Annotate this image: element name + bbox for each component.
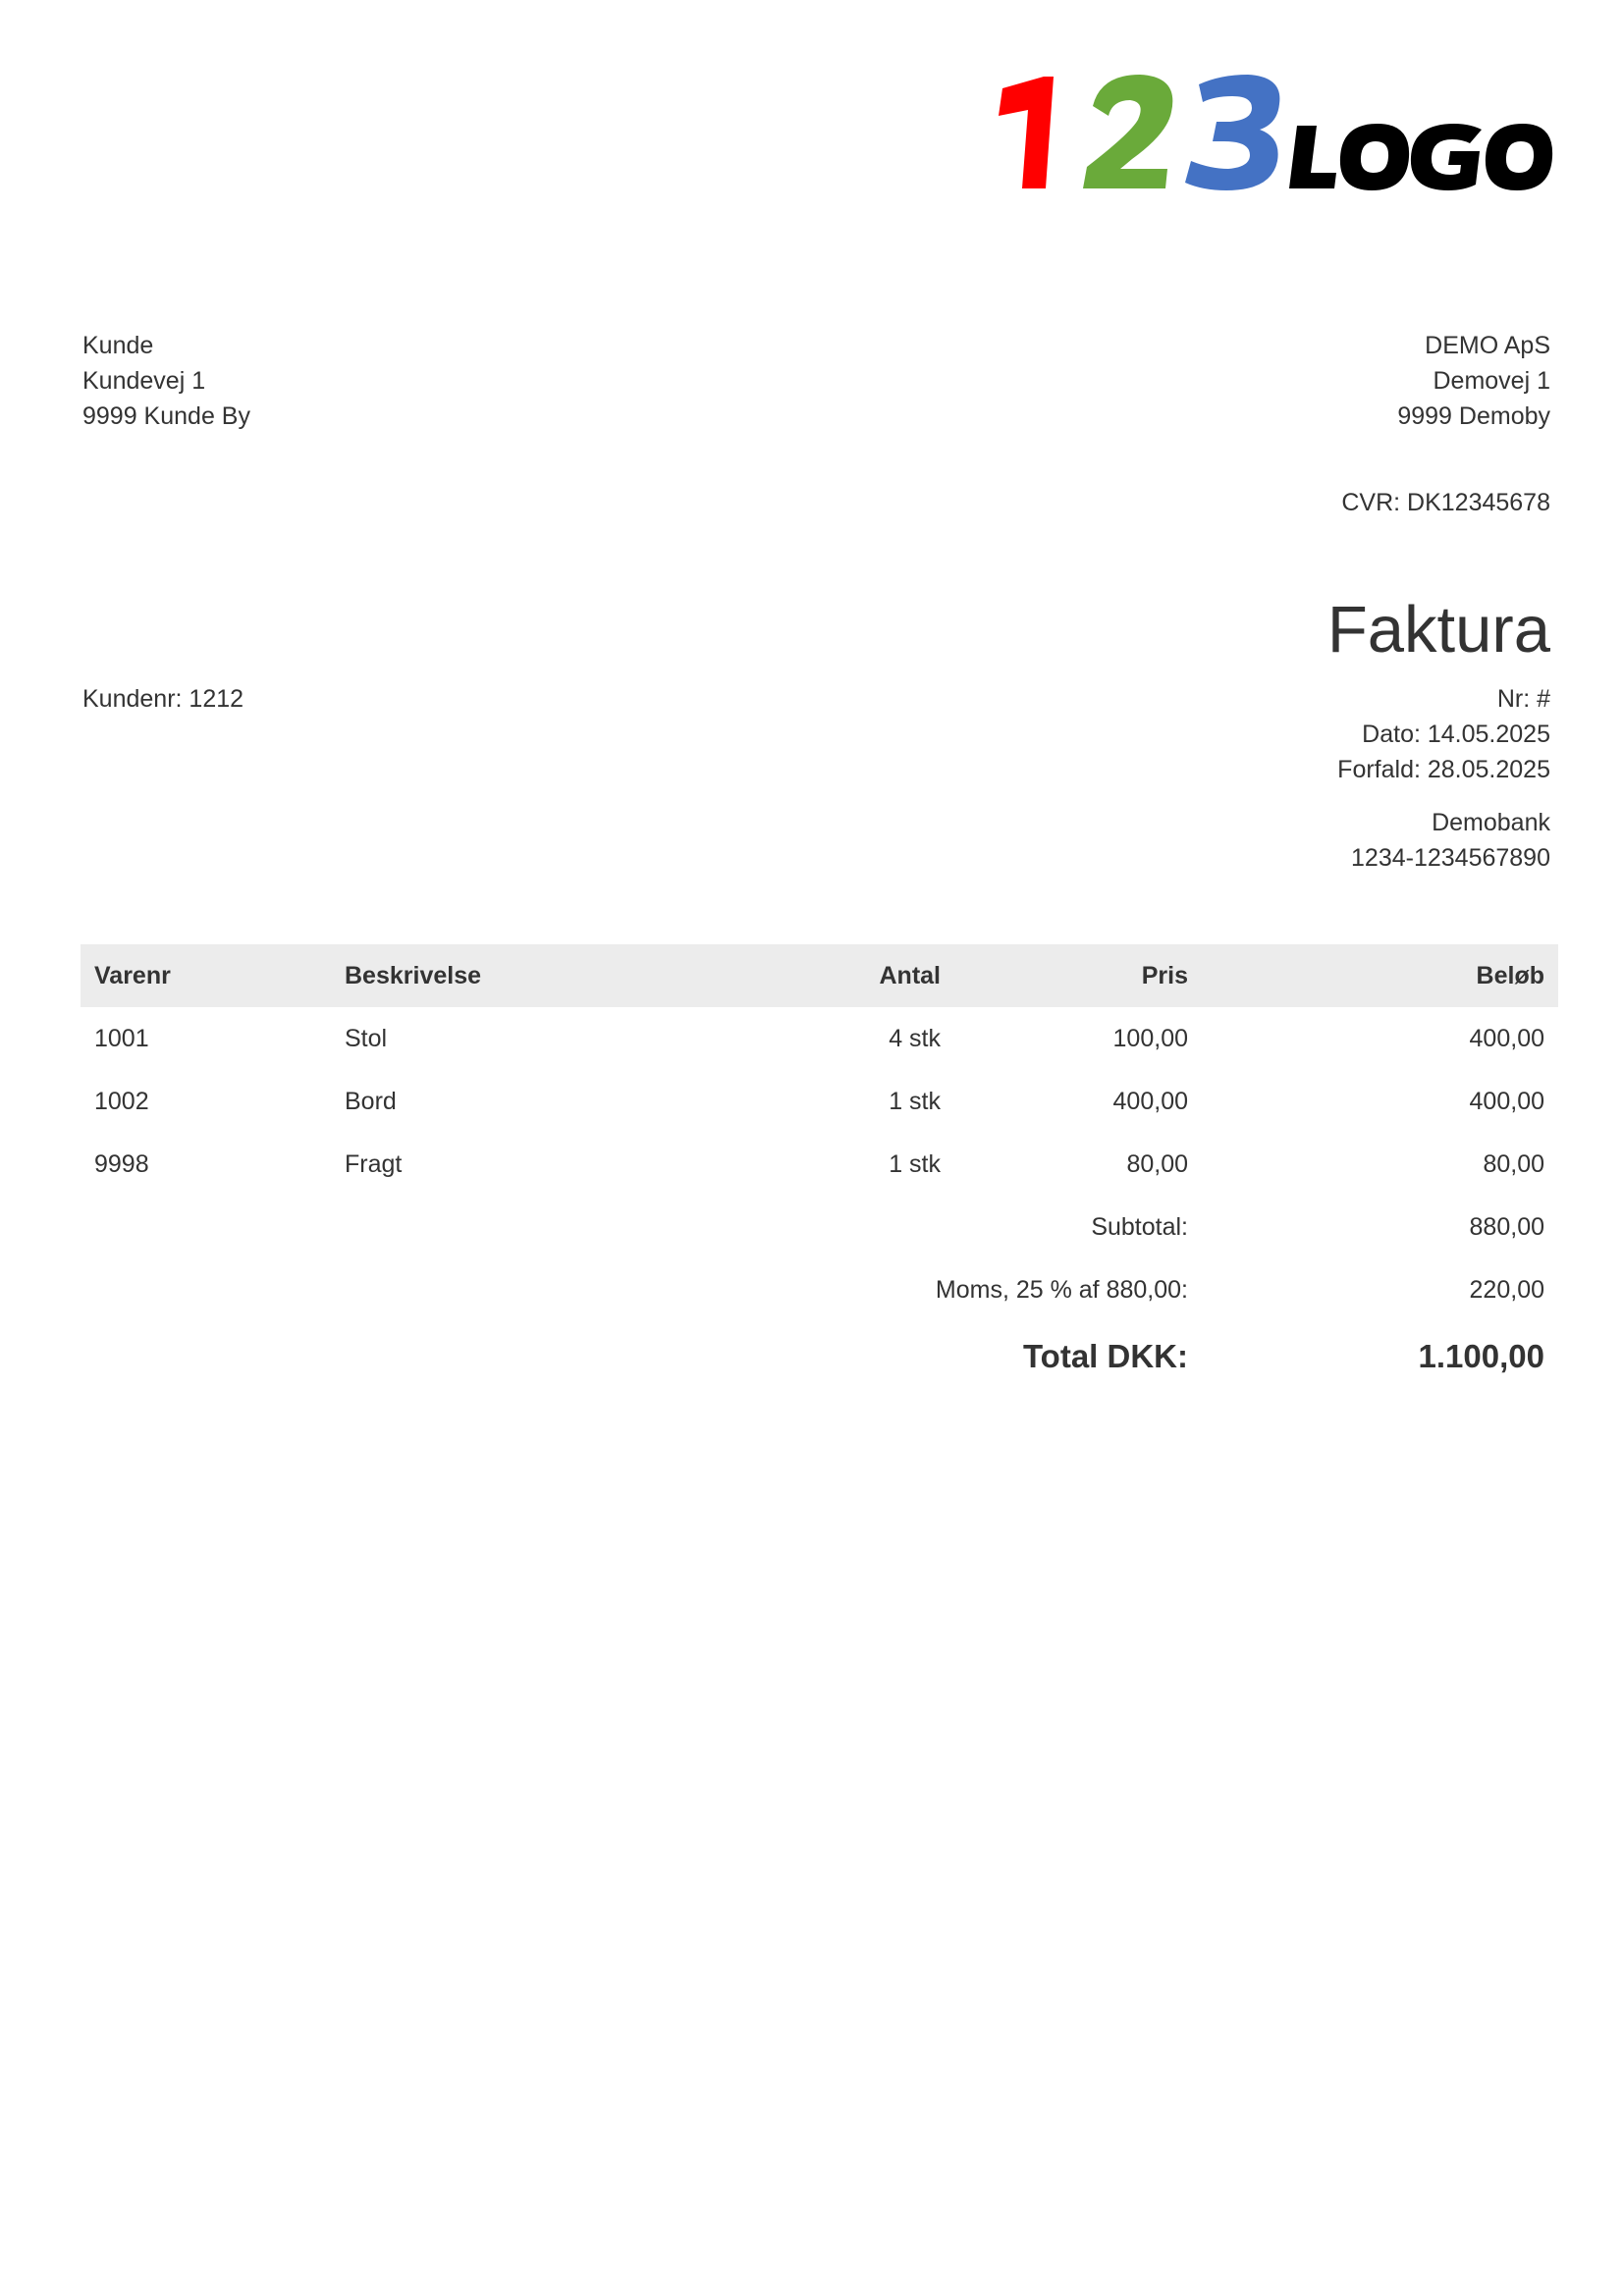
company-logo	[985, 69, 1554, 201]
cell-pris: 100,00	[1112, 1025, 1188, 1052]
cell-beskrivelse: Fragt	[345, 1150, 403, 1178]
vat-row	[81, 1258, 1558, 1321]
cell-pris: 80,00	[1126, 1150, 1188, 1178]
header-pris: Pris	[954, 944, 1202, 1007]
vat-value: 220,00	[1469, 1276, 1544, 1304]
subtotal-label: Subtotal:	[1091, 1213, 1188, 1241]
bank-name: Demobank	[1432, 809, 1550, 836]
logo-digit-three	[1185, 75, 1279, 190]
sender-cvr: CVR: DK12345678	[1341, 489, 1550, 516]
customer-street: Kundevej 1	[82, 367, 206, 395]
bank-account: 1234-1234567890	[1351, 844, 1550, 872]
sender-address	[1397, 328, 1550, 434]
cell-beloeb: 400,00	[1469, 1088, 1544, 1115]
logo-graphic	[985, 69, 1554, 201]
header-varenr: Varenr	[81, 944, 331, 1007]
total-row	[81, 1321, 1558, 1392]
invoice-meta	[1337, 681, 1550, 787]
table-header-row	[81, 944, 1558, 1007]
logo-digit-one	[999, 77, 1054, 188]
total-value: 1.100,00	[1418, 1338, 1544, 1374]
cell-varenr: 1002	[94, 1088, 149, 1115]
table-row	[81, 1133, 1558, 1196]
customer-number: Kundenr: 1212	[82, 685, 244, 713]
table-row	[81, 1070, 1558, 1133]
sender-street: Demovej 1	[1433, 367, 1550, 395]
vat-label: Moms, 25 % af 880,00:	[935, 1276, 1188, 1304]
subtotal-row	[81, 1196, 1558, 1258]
subtotal-value: 880,00	[1469, 1213, 1544, 1241]
invoice-date: Dato: 14.05.2025	[1362, 721, 1550, 748]
invoice-number: Nr: #	[1496, 685, 1550, 713]
cell-beskrivelse: Stol	[345, 1025, 388, 1052]
cell-antal: 4 stk	[889, 1025, 941, 1052]
cell-beloeb: 80,00	[1483, 1150, 1544, 1178]
header-antal: Antal	[717, 944, 954, 1007]
logo-digit-two	[1083, 75, 1172, 188]
invoice-due-date: Forfald: 28.05.2025	[1337, 756, 1550, 783]
line-items-table	[81, 944, 1558, 1392]
total-label: Total DKK:	[1022, 1338, 1188, 1374]
cell-antal: 1 stk	[889, 1150, 941, 1178]
table-row	[81, 1007, 1558, 1070]
cell-beloeb: 400,00	[1469, 1025, 1544, 1052]
document-title: Faktura	[1326, 593, 1550, 667]
logo-wordmark	[1289, 124, 1552, 190]
sender-name: DEMO ApS	[1425, 332, 1550, 359]
customer-name: Kunde	[82, 332, 154, 359]
cell-beskrivelse: Bord	[345, 1088, 397, 1115]
cell-varenr: 9998	[94, 1150, 149, 1178]
header-beskrivelse: Beskrivelse	[331, 944, 717, 1007]
sender-city: 9999 Demoby	[1397, 402, 1550, 430]
header-beloeb: Beløb	[1202, 944, 1558, 1007]
customer-city: 9999 Kunde By	[82, 402, 250, 430]
bank-details	[1351, 805, 1550, 876]
cell-varenr: 1001	[94, 1025, 149, 1052]
cell-pris: 400,00	[1112, 1088, 1188, 1115]
cell-antal: 1 stk	[889, 1088, 941, 1115]
customer-address	[82, 328, 250, 434]
